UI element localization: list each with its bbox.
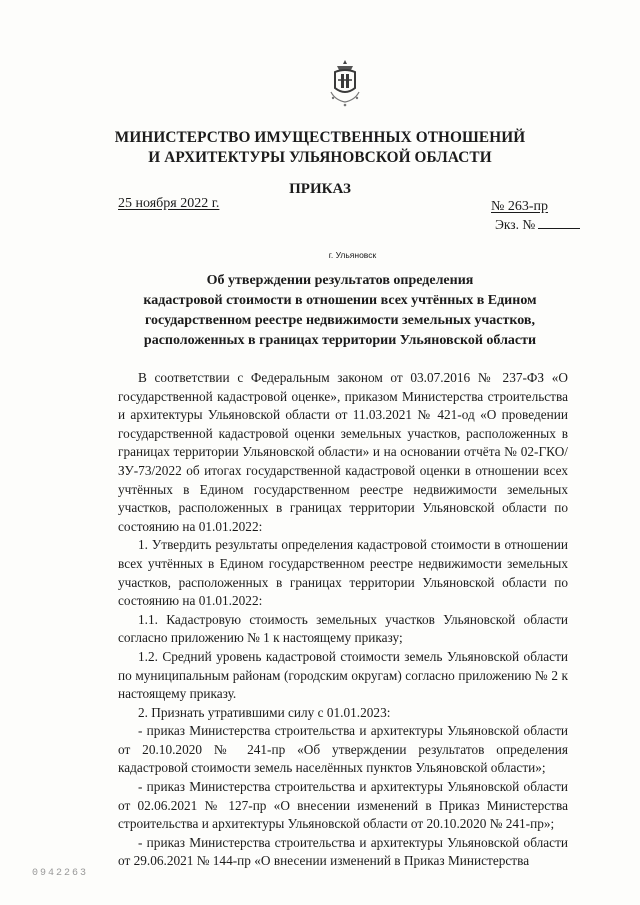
repealed-order-1: - приказ Министерства строительства и архитектуры Ульяновской области от 20.10.2020 № 241-пр «Об утверждении результатов определения кадастровой стоимости земель населённых пунктов Ульяновской области»; bbox=[118, 723, 568, 776]
serial-number: 0942263 bbox=[32, 868, 89, 879]
ministry-line-2: И АРХИТЕКТУРЫ УЛЬЯНОВСКОЙ ОБЛАСТИ bbox=[148, 149, 492, 166]
copy-label: Экз. № bbox=[495, 217, 536, 232]
repealed-order-2: - приказ Министерства строительства и архитектуры Ульяновской области от 02.06.2021 № 127-пр «О внесении изменений в Приказ Министерства строительства и архитектуры Ульяновской области от 20.10.2020 № 241-пр»; bbox=[118, 779, 568, 832]
clause-1-1: 1.1. Кадастровую стоимость земельных участков Ульяновской области согласно приложению № 1 к настоящему приказу; bbox=[118, 611, 568, 646]
ministry-line-1: МИНИСТЕРСТВО ИМУЩЕСТВЕННЫХ ОТНОШЕНИЙ bbox=[114, 129, 526, 146]
order-title: ПРИКАЗ bbox=[289, 181, 351, 197]
city-name: г. Ульяновск bbox=[328, 250, 377, 260]
order-date: 25 ноября 2022 г. bbox=[118, 196, 220, 211]
repealed-order-3: - приказ Министерства строительства и архитектуры Ульяновской области от 29.06.2021 № 144-пр «О внесении изменений в Приказ Министерства bbox=[118, 834, 568, 869]
copy-number bbox=[495, 216, 580, 233]
document-body bbox=[118, 369, 568, 871]
preamble-paragraph: В соответствии с Федеральным законом от 03.07.2016 № 237-ФЗ «О государственной кадастровой оценке», приказом Министерства строительства и архитектуры Ульяновской области от 11.03.2021 № 421-од «О проведении государственной кадастровой оценки земельных участков, расположенных в границах территории Ульяновской области» и на основании отчёта № 02-ГКО/ЗУ-73/2022 об итогах государственной кадастровой оценки в отношении всех учтённых в Едином государственном реестре недвижимости земельных участков, расположенных в границах территории Ульяновской области по состоянию на 01.01.2022: bbox=[118, 370, 568, 534]
copy-blank-line bbox=[538, 216, 580, 229]
ulyanovsk-coat-of-arms-icon bbox=[325, 58, 365, 108]
title-line-4: расположенных в границах территории Ульяновской области bbox=[143, 333, 537, 348]
title-line-2: кадастровой стоимости в отношении всех учтённых в Едином bbox=[143, 293, 537, 308]
ministry-name bbox=[100, 128, 540, 168]
clause-2: 2. Признать утратившими силу с 01.01.2023: bbox=[138, 704, 391, 720]
order-number: № 263-пр bbox=[491, 199, 549, 214]
document-title bbox=[130, 271, 550, 351]
clause-1: 1. Утвердить результаты определения кадастровой стоимости в отношении всех учтённых в Едином государственном реестре недвижимости земельных участков, расположенных в границах территории Ульяновской области по состоянию на 01.01.2022: bbox=[118, 537, 568, 609]
clause-1-2: 1.2. Средний уровень кадастровой стоимости земель Ульяновской области по муниципальным районам (городским округам) согласно приложению № 2 к настоящему приказу. bbox=[118, 648, 568, 702]
title-line-3: государственном реестре недвижимости земельных участков, bbox=[145, 313, 535, 328]
title-line-1: Об утверждении результатов определения bbox=[206, 273, 474, 288]
